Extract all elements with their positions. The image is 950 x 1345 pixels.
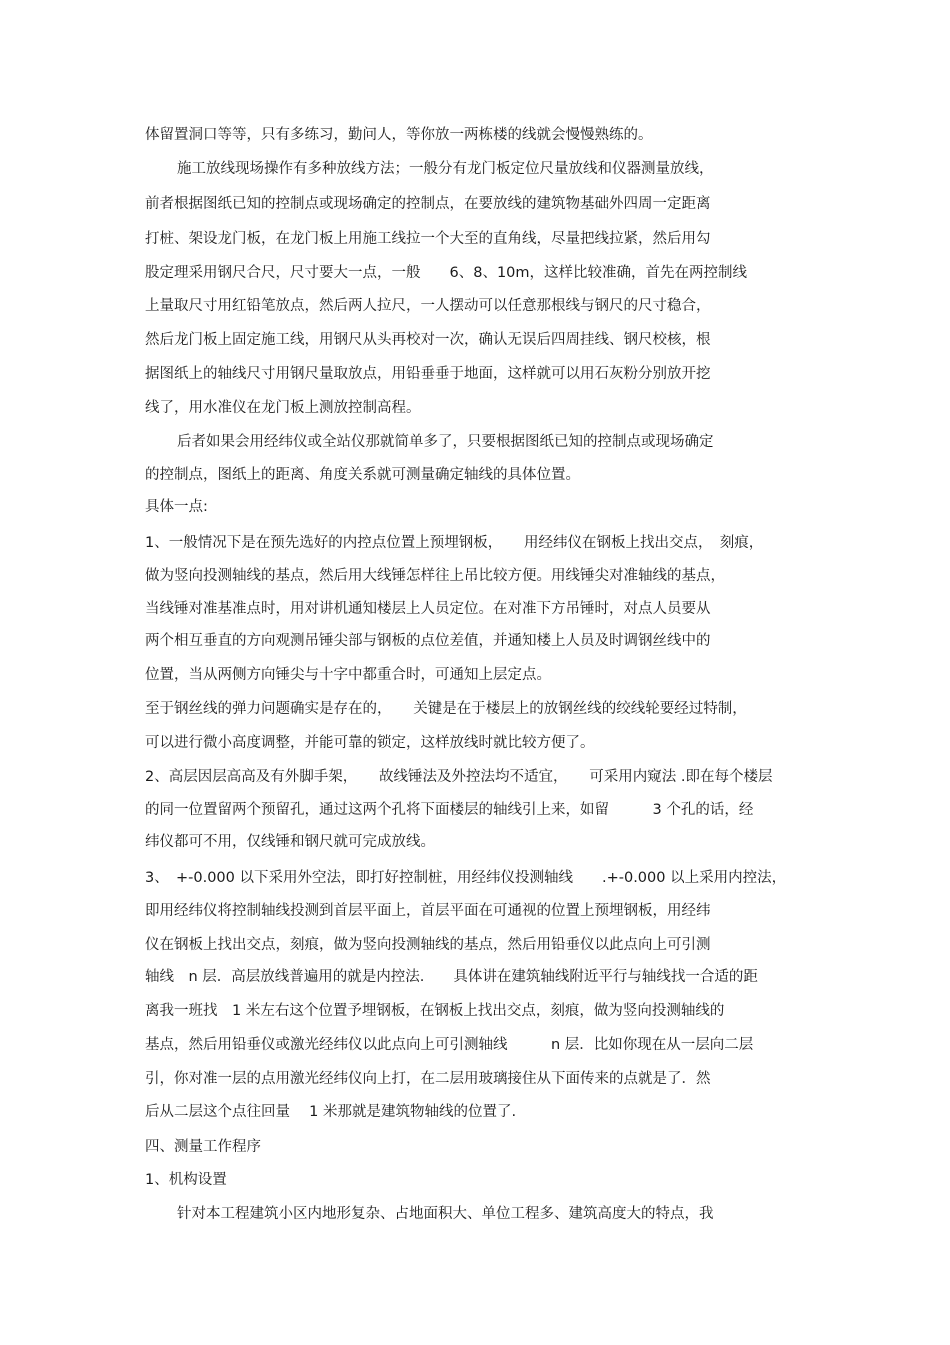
text-line: 即用经纬仪将控制轴线投测到首层平面上，首层平面在可通视的位置上预埋钢板，用经纬 [145,903,711,919]
text-line: 打桩、架设龙门板，在龙门板上用施工线拉一个大至的直角线，尽量把线拉紧，然后用勾 [145,231,711,247]
text-line: 后者如果会用经纬仪或全站仪那就简单多了，只要根据图纸已知的控制点或现场确定 [177,434,714,450]
text-line: 2、高层因层高高及有外脚手架， 故线锤法及外控法均不适宜， 可采用内窥法 .即在每个楼层 [145,769,773,785]
text-line: 上量取尺寸用红铅笔放点，然后两人拉尺，一人摆动可以任意那根线与钢尺的尺寸稳合， [145,298,711,314]
text-line: 线了，用水准仪在龙门板上测放控制高程。 [145,400,421,416]
text-line: 当线锤对准基准点时，用对讲机通知楼层上人员定位。在对准下方吊锤时，对点人员要从 [145,601,711,617]
text-line: 两个相互垂直的方向观测吊锤尖部与钢板的点位差值，并通知楼上人员及时调钢丝线中的 [145,633,711,649]
text-line: 股定理采用钢尺合尺，尺寸要大一点，一般 6、8、10m，这样比较准确，首先在两控制线 [145,265,748,281]
text-line: 轴线 n 层．高层放线普遍用的就是内控法. 具体讲在建筑轴线附近平行与轴线找一合适的距 [145,969,758,985]
text-line: 的控制点，图纸上的距离、角度关系就可测量确定轴线的具体位置。 [145,467,580,483]
text-line: 离我一班找 1 米左右这个位置予埋钢板，在钢板上找出交点，刻痕，做为竖向投测轴线的 [145,1003,725,1019]
text-line: 具体一点: [145,499,208,515]
text-line: 基点，然后用铅垂仪或激光经纬仪以此点向上可引测轴线 n 层．比如你现在从一层向二层 [145,1037,754,1053]
text-line: 体留置洞口等等，只有多练习，勤问人，等你放一两栋楼的线就会慢慢熟练的。 [145,127,653,143]
text-line: 的同一位置留两个预留孔，通过这两个孔将下面楼层的轴线引上来，如留 3 个孔的话，经 [145,802,754,818]
text-line: 前者根据图纸已知的控制点或现场确定的控制点，在要放线的建筑物基础外四周一定距离 [145,196,711,212]
text-line: 针对本工程建筑小区内地形复杂、占地面积大、单位工程多、建筑高度大的特点，我 [177,1206,714,1222]
text-line: 后从二层这个点往回量 1 米那就是建筑物轴线的位置了. [145,1104,517,1120]
text-line: 可以进行微小高度调整，并能可靠的锁定，这样放线时就比较方便了。 [145,735,595,751]
text-line: 引，你对准一层的点用激光经纬仪向上打，在二层用玻璃接住从下面传来的点就是了．然 [145,1071,711,1087]
text-line: 然后龙门板上固定施工线，用钢尺从头再校对一次，确认无误后四周挂线、钢尺校核，根 [145,332,711,348]
text-line: 1、一般情况下是在预先选好的内控点位置上预埋钢板， 用经纬仪在钢板上找出交点， 刻痕， [145,535,764,551]
subsection-heading: 1、机构设置 [145,1172,227,1188]
text-line: 纬仪都可不用，仅线锤和钢尺就可完成放线。 [145,834,435,850]
text-line: 仪在钢板上找出交点，刻痕，做为竖向投测轴线的基点，然后用铅垂仪以此点向上可引测 [145,937,711,953]
text-line: 位置，当从两侧方向锤尖与十字中都重合时，可通知上层定点。 [145,667,551,683]
text-line: 3、 +-0.000 以下采用外空法，即打好控制桩，用经纬仪投测轴线 .+-0.000 以上采用内控法， [145,870,787,886]
section-heading: 四、测量工作程序 [145,1139,261,1155]
text-line: 做为竖向投测轴线的基点，然后用大线锤怎样往上吊比较方便。用线锤尖对准轴线的基点， [145,568,725,584]
text-line: 据图纸上的轴线尺寸用钢尺量取放点，用铅垂垂于地面，这样就可以用石灰粉分别放开挖 [145,366,711,382]
text-line: 至于钢丝线的弹力问题确实是存在的， 关键是在于楼层上的放钢丝线的绞线轮要经过特制， [145,701,747,717]
text-line: 施工放线现场操作有多种放线方法；一般分有龙门板定位尺量放线和仪器测量放线， [177,161,714,177]
